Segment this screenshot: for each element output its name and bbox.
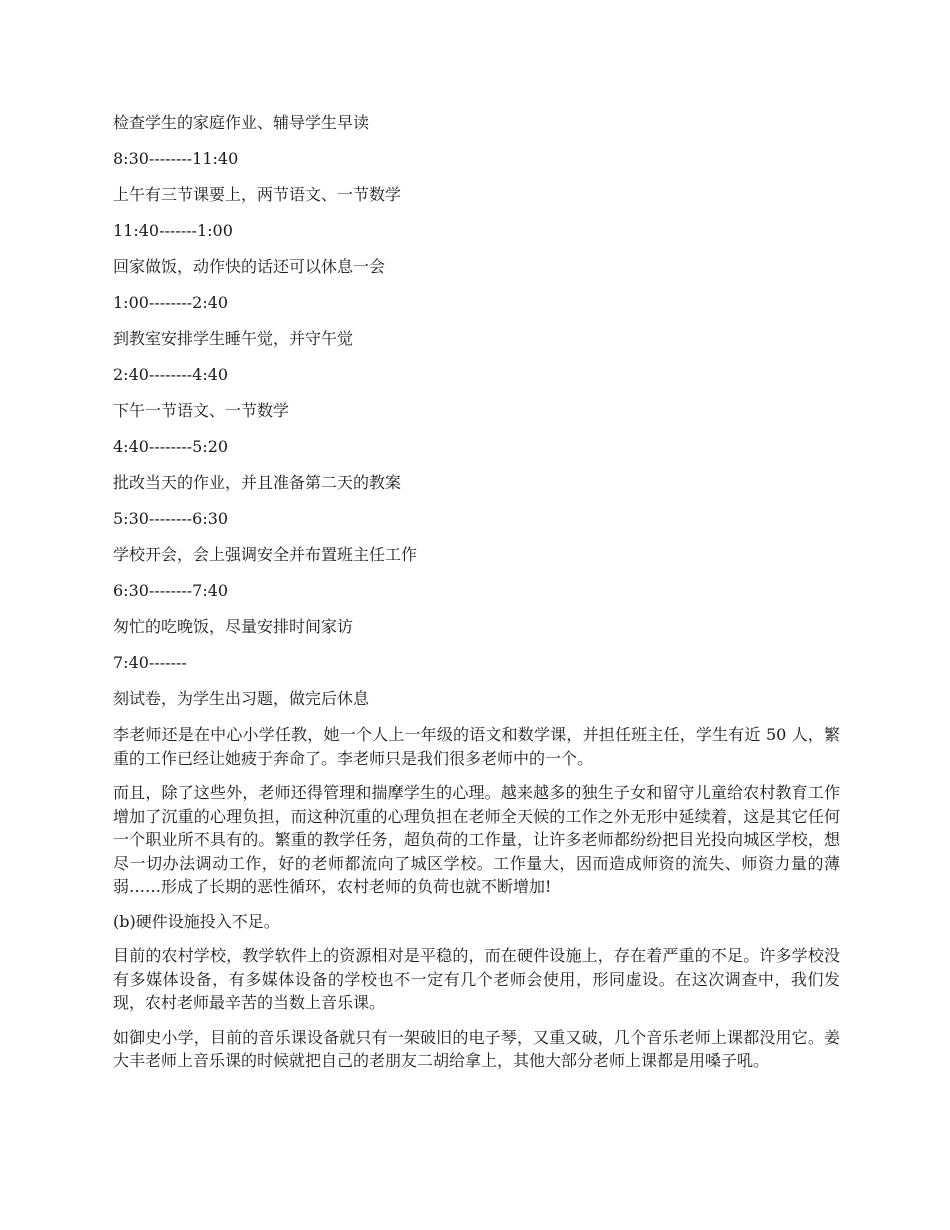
schedule-task-line: 刻试卷，为学生出习题，做完后休息 (113, 689, 370, 708)
schedule-time-line: 4:40--------5:20 (113, 437, 229, 456)
paragraph-hardware-shortage: 目前的农村学校，教学软件上的资源相对是平稳的，而在硬件设施上，存在着严重的不足。许多学校没有多媒体设备，有多媒体设备的学校也不一定有几个老师会使用，形同虚设。在这次调查中，我们发现，农村老师最辛苦的当数上音乐课。 (113, 946, 840, 1012)
schedule-task-line: 批改当天的作业，并且准备第二天的教案 (113, 473, 402, 492)
schedule-time-line: 6:30--------7:40 (113, 581, 229, 600)
schedule-time-line: 7:40------- (113, 653, 187, 672)
schedule-time-line: 5:30--------6:30 (113, 509, 229, 528)
schedule-task-line: 到教室安排学生睡午觉，并守午觉 (113, 329, 354, 348)
document-page (113, 111, 840, 1084)
schedule-task-line: 下午一节语文、一节数学 (113, 401, 290, 420)
schedule-task-line: 上午有三节课要上，两节语文、一节数学 (113, 185, 402, 204)
paragraph-teacher-li: 李老师还是在中心小学任教，她一个人上一年级的语文和数学课，并担任班主任，学生有近 50 人，繁重的工作已经让她疲于奔命了。李老师只是我们很多老师中的一个。 (113, 725, 840, 768)
schedule-time-line: 11:40-------1:00 (113, 221, 233, 240)
paragraph-student-psychology: 而且，除了这些外，老师还得管理和揣摩学生的心理。越来越多的独生子女和留守儿童给农村教育工作增加了沉重的心理负担，而这种沉重的心理负担在老师全天候的工作之外无形中延续着，这是其它任何一个职业所不具有的。繁重的教学任务，超负荷的工作量，让许多老师都纷纷把目光投向城区学校，想尽一切办法调动工作，好的老师都流向了城区学校。工作量大，因而造成师资的流失、师资力量的薄弱……形成了长期的恶性循环，农村老师的负荷也就不断增加! (113, 783, 840, 896)
schedule-time-line: 8:30--------11:40 (113, 149, 239, 168)
schedule-time-line: 1:00--------2:40 (113, 293, 229, 312)
schedule-task-line: 匆忙的吃晚饭，尽量安排时间家访 (113, 617, 354, 636)
schedule-task-line: 回家做饭，动作快的话还可以休息一会 (113, 257, 386, 276)
paragraph-yushi-school: 如御史小学，目前的音乐课设备就只有一架破旧的电子琴，又重又破，几个音乐老师上课都没用它。姜大丰老师上音乐课的时候就把自己的老朋友二胡给拿上，其他大部分老师上课都是用嗓子吼。 (113, 1027, 840, 1070)
schedule-task-line: 学校开会，会上强调安全并布置班主任工作 (113, 545, 418, 564)
schedule-time-line: 2:40--------4:40 (113, 365, 229, 384)
section-heading-hardware: (b)硬件设施投入不足。 (113, 911, 280, 931)
schedule-task-line: 检查学生的家庭作业、辅导学生早读 (113, 113, 370, 132)
